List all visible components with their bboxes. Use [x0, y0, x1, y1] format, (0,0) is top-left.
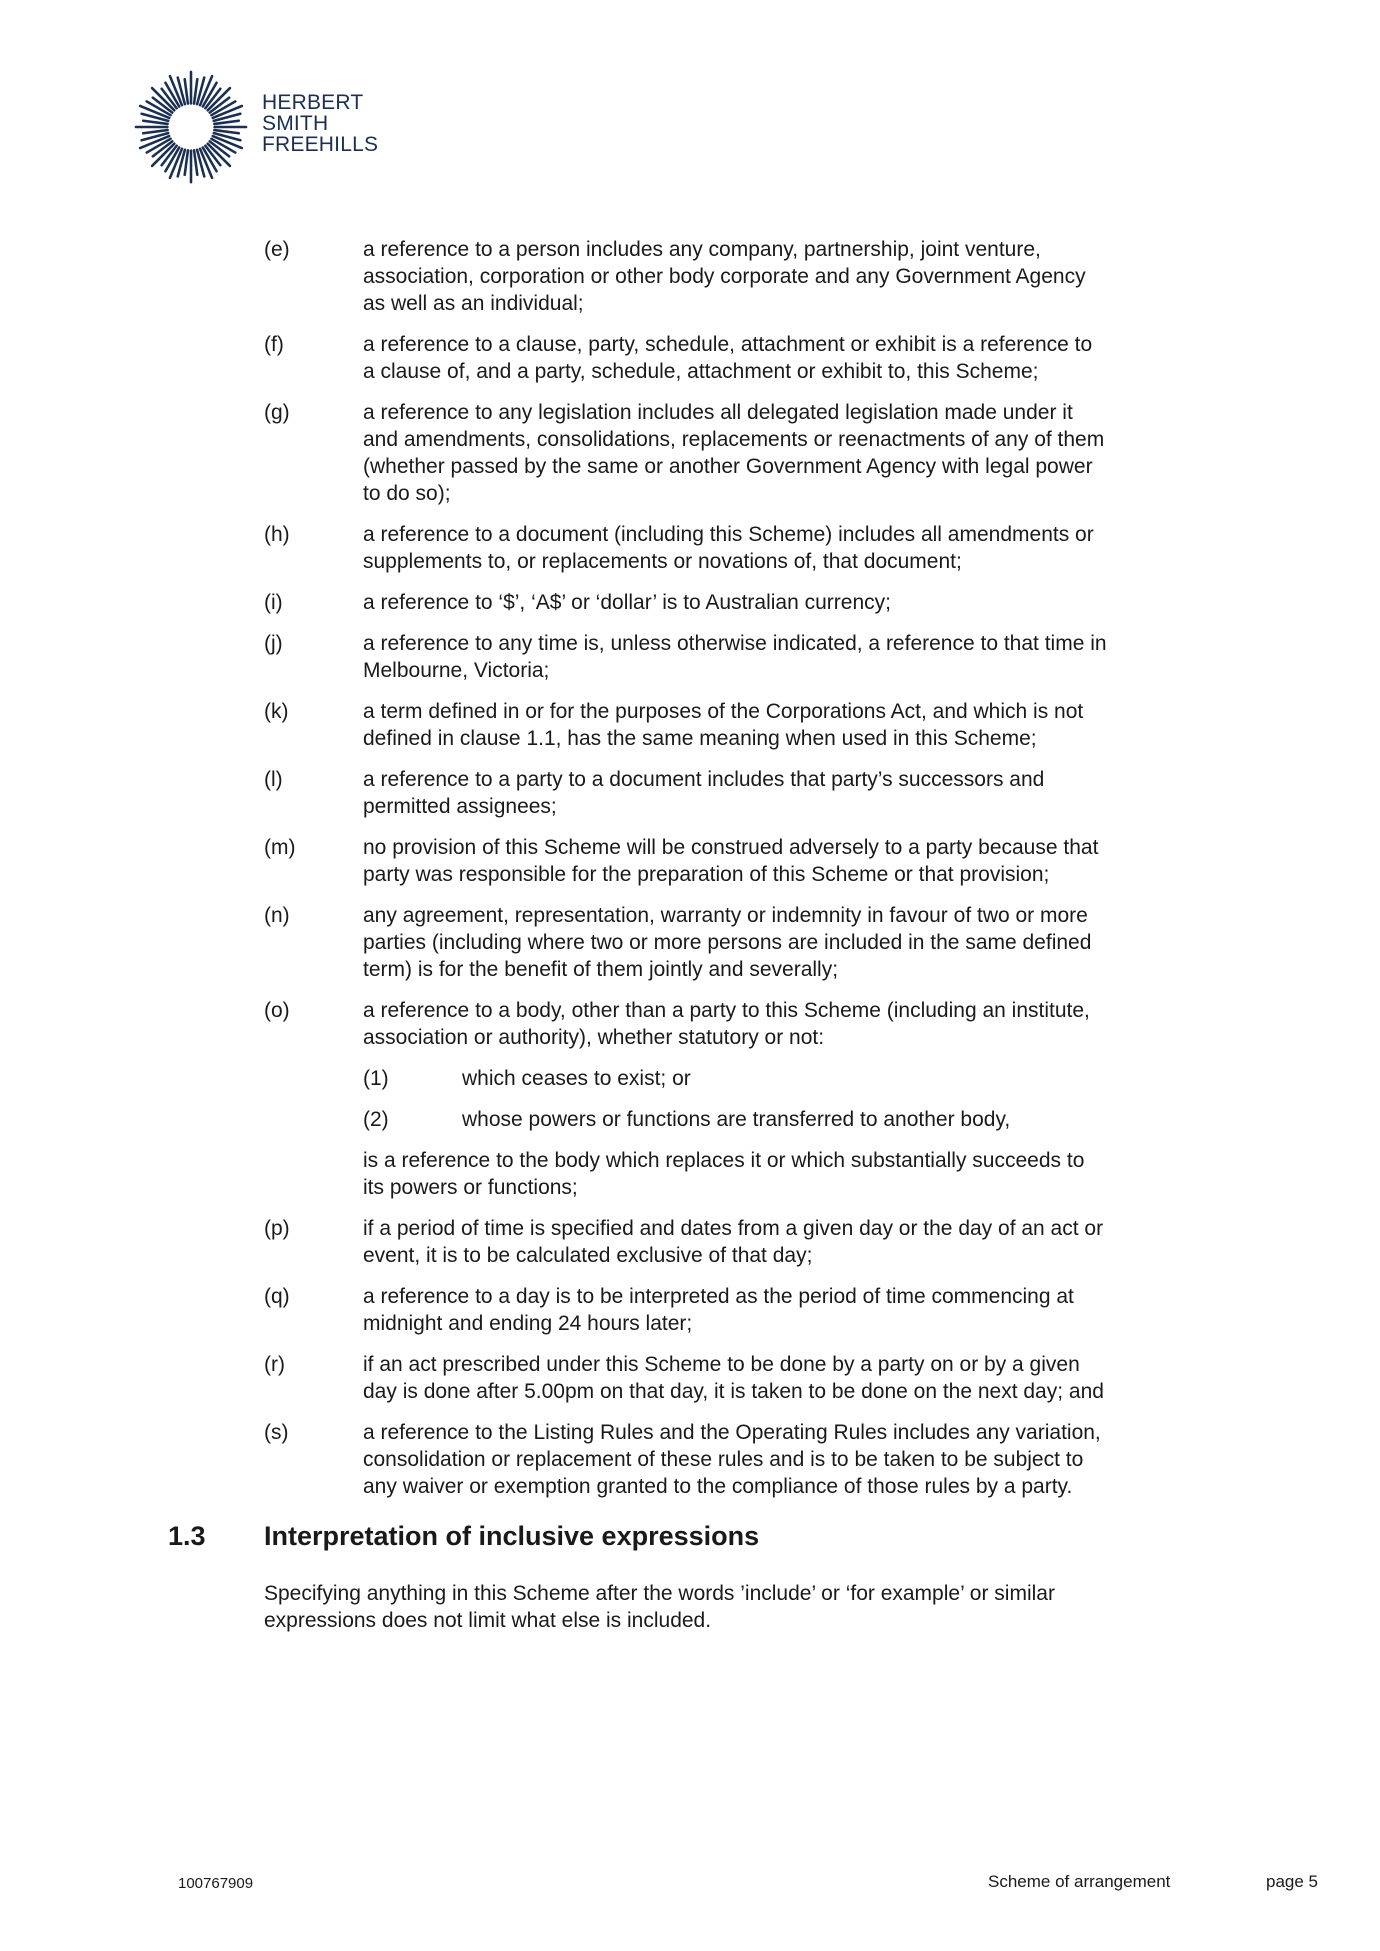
text-line: a reference to any legislation includes all delegated legislation made under it [363, 401, 1073, 424]
text-line: any agreement, representation, warranty or indemnity in favour of two or more [363, 904, 1088, 927]
text-line: day is done after 5.00pm on that day, it is taken to be done on the next day; and [363, 1380, 1104, 1403]
text-line: a reference to a party to a document includes that party’s successors and [363, 768, 1045, 791]
text-line: consolidation or replacement of these rules and is to be taken to be subject to [363, 1448, 1084, 1471]
list-item-label: (i) [264, 591, 283, 614]
logo-line-3: FREEHILLS [262, 133, 379, 156]
logo-ray [194, 150, 197, 174]
text-line: a reference to a document (including this Scheme) includes all amendments or [363, 523, 1094, 546]
text-line: midnight and ending 24 hours later; [363, 1312, 693, 1335]
sub-item-text: whose powers or functions are transferred to another body, [462, 1108, 1011, 1131]
list-item-text [363, 902, 1203, 983]
list-item-label: (h) [264, 523, 290, 546]
text-line: a reference to a body, other than a party to this Scheme (including an institute, [363, 999, 1090, 1022]
list-item-label: (k) [264, 700, 289, 723]
list-item-label: (j) [264, 632, 283, 655]
list-item-text [363, 834, 1203, 888]
list-item-label: (q) [264, 1285, 290, 1308]
list-item-label: (o) [264, 999, 290, 1022]
list-item-label: (m) [264, 836, 296, 859]
section-body-line: Specifying anything in this Scheme after the words ’include’ or ‘for example’ or similar [264, 1582, 1055, 1605]
list-item-text [363, 1215, 1203, 1269]
text-line: term) is for the benefit of them jointly and severally; [363, 958, 839, 981]
logo-ray [214, 121, 238, 124]
text-line: a reference to the Listing Rules and the Operating Rules includes any variation, [363, 1421, 1101, 1444]
logo-wordmark [262, 92, 378, 155]
list-item-text [363, 331, 1203, 385]
text-line: defined in clause 1.1, has the same meaning when used in this Scheme; [363, 727, 1037, 750]
logo-ray [143, 121, 167, 124]
text-line: a term defined in or for the purposes of the Corporations Act, and which is not [363, 700, 1084, 723]
logo-ray [194, 79, 197, 103]
text-line: is a reference to the body which replaces it or which substantially succeeds to [363, 1149, 1085, 1172]
section-number: 1.3 [168, 1521, 206, 1551]
text-line: a clause of, and a party, schedule, attachment or exhibit to, this Scheme; [363, 360, 1039, 383]
list-item-label: (l) [264, 768, 283, 791]
list-item-text [363, 236, 1203, 317]
logo-ray [185, 150, 188, 174]
list-item-text [363, 1351, 1203, 1405]
list-item-text [363, 630, 1203, 684]
text-line: to do so); [363, 482, 451, 505]
list-item-continuation [363, 1147, 1203, 1201]
text-line: no provision of this Scheme will be construed adversely to a party because that [363, 836, 1099, 859]
text-line: if an act prescribed under this Scheme to be done by a party on or by a given [363, 1353, 1080, 1376]
footer-page-number: page 5 [1266, 1872, 1318, 1891]
list-item-text [363, 521, 1203, 575]
text-line: event, it is to be calculated exclusive of that day; [363, 1244, 813, 1267]
section-heading: Interpretation of inclusive expressions [264, 1521, 760, 1551]
list-item-text [363, 399, 1203, 507]
list-item-label: (e) [264, 238, 290, 261]
text-line: any waiver or exemption granted to the compliance of those rules by a party. [363, 1475, 1073, 1498]
text-line: (whether passed by the same or another Government Agency with legal power [363, 455, 1093, 478]
list-item-label: (s) [264, 1421, 289, 1444]
text-line: a reference to a person includes any company, partnership, joint venture, [363, 238, 1041, 261]
text-line: a reference to any time is, unless otherwise indicated, a reference to that time in [363, 632, 1107, 655]
text-line: Melbourne, Victoria; [363, 659, 550, 682]
list-item-text [363, 997, 1203, 1051]
footer-document-title: Scheme of arrangement [988, 1872, 1171, 1891]
herbert-smith-freehills-logo-icon [132, 68, 250, 186]
text-line: supplements to, or replacements or novations of, that document; [363, 550, 962, 573]
list-item-label: (r) [264, 1353, 285, 1376]
text-line: association, corporation or other body corporate and any Government Agency [363, 265, 1086, 288]
sub-item-label: (1) [363, 1067, 389, 1090]
list-item-text [363, 1419, 1203, 1500]
logo-line-1: HERBERT [262, 91, 364, 114]
list-item-text [363, 589, 1203, 616]
sub-item-text: which ceases to exist; or [462, 1067, 691, 1090]
text-line: permitted assignees; [363, 795, 557, 818]
text-line: association or authority), whether statutory or not: [363, 1026, 825, 1049]
sub-item-label: (2) [363, 1108, 389, 1131]
list-item-text [363, 1283, 1203, 1337]
text-line: and amendments, consolidations, replacements or reenactments of any of them [363, 428, 1105, 451]
logo-ray [143, 130, 167, 133]
footer-document-number: 100767909 [178, 1875, 254, 1892]
list-item-label: (p) [264, 1217, 290, 1240]
list-item-label: (f) [264, 333, 284, 356]
section-body-line: expressions does not limit what else is included. [264, 1609, 712, 1632]
text-line: party was responsible for the preparation of this Scheme or that provision; [363, 863, 1050, 886]
text-line: a reference to ‘$’, ‘A$’ or ‘dollar’ is to Australian currency; [363, 591, 891, 614]
logo-line-2: SMITH [262, 112, 329, 135]
text-line: a reference to a day is to be interpreted as the period of time commencing at [363, 1285, 1074, 1308]
section-body [264, 1580, 1164, 1634]
list-item-text [363, 766, 1203, 820]
logo-ray [214, 130, 238, 133]
text-line: parties (including where two or more persons are included in the same defined [363, 931, 1092, 954]
list-item-label: (g) [264, 401, 290, 424]
list-item-label: (n) [264, 904, 290, 927]
text-line: its powers or functions; [363, 1176, 578, 1199]
logo-ray [185, 79, 188, 103]
text-line: as well as an individual; [363, 292, 584, 315]
text-line: a reference to a clause, party, schedule, attachment or exhibit is a reference to [363, 333, 1093, 356]
text-line: if a period of time is specified and dates from a given day or the day of an act or [363, 1217, 1104, 1240]
list-item-text [363, 698, 1203, 752]
